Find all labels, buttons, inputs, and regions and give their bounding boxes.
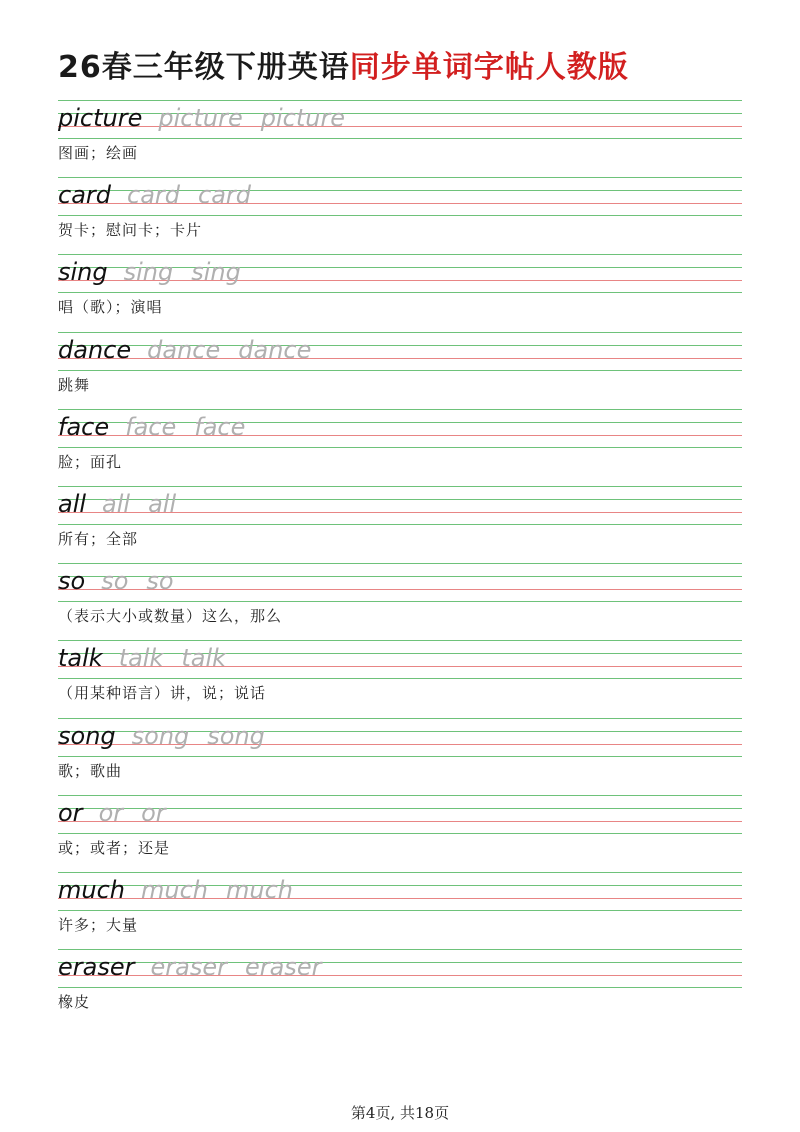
vocab-word: so bbox=[58, 567, 86, 596]
trace-word: card bbox=[127, 181, 181, 210]
title-red-part: 同步单词字帖人教版 bbox=[349, 50, 629, 85]
trace-word: all bbox=[102, 490, 131, 518]
vocab-meaning: 所有；全部 bbox=[58, 530, 139, 548]
guide-line-green bbox=[58, 601, 742, 602]
vocab-entry bbox=[0, 252, 800, 328]
trace-word: talk bbox=[181, 644, 227, 673]
title-black-part: 26春三年级下册英语 bbox=[58, 50, 350, 85]
vocab-entry bbox=[0, 793, 800, 869]
guide-line-green bbox=[58, 370, 742, 371]
page-footer: 第4页, 共18页 bbox=[350, 1104, 450, 1122]
trace-word: picture bbox=[158, 104, 243, 132]
word-row bbox=[58, 101, 363, 135]
vocab-meaning: 或；或者；还是 bbox=[58, 838, 171, 857]
word-row bbox=[58, 410, 263, 444]
vocab-entry bbox=[0, 484, 800, 560]
trace-word: much bbox=[226, 876, 293, 904]
trace-word: dance bbox=[147, 335, 221, 364]
guide-line-green bbox=[58, 987, 742, 988]
vocab-meaning: （表示大小或数量）这么，那么 bbox=[58, 607, 283, 626]
trace-word: face bbox=[194, 412, 246, 441]
guide-line-green bbox=[58, 138, 742, 139]
vocab-entry bbox=[0, 98, 800, 174]
word-row bbox=[58, 333, 329, 367]
vocab-meaning: 唱（歌）；演唱 bbox=[58, 298, 163, 317]
word-row bbox=[58, 564, 192, 598]
guide-line-green bbox=[58, 215, 742, 216]
word-row bbox=[58, 873, 311, 907]
guide-line-green bbox=[58, 524, 742, 525]
vocab-entry bbox=[0, 407, 800, 483]
trace-word: sing bbox=[191, 258, 241, 287]
vocab-entry bbox=[0, 561, 800, 637]
vocab-word: dance bbox=[58, 335, 132, 364]
vocab-meaning: 跳舞 bbox=[58, 375, 91, 394]
trace-word: or bbox=[98, 798, 124, 827]
vocab-entry bbox=[0, 947, 800, 1023]
guide-line-green bbox=[58, 678, 742, 679]
vocab-meaning: 脸；面孔 bbox=[58, 452, 123, 471]
vocab-entry bbox=[0, 870, 800, 946]
word-row bbox=[58, 178, 269, 212]
trace-word: picture bbox=[260, 104, 346, 132]
trace-word: sing bbox=[123, 258, 174, 287]
vocab-word: talk bbox=[58, 644, 103, 673]
trace-word: card bbox=[198, 181, 252, 210]
trace-word: so bbox=[146, 567, 174, 596]
vocab-word: sing bbox=[58, 258, 108, 287]
trace-word: talk bbox=[118, 644, 164, 673]
trace-word: much bbox=[141, 876, 208, 904]
trace-word: face bbox=[125, 412, 177, 441]
trace-word: song bbox=[207, 721, 265, 750]
guide-line-green bbox=[58, 292, 742, 293]
vocab-entry bbox=[0, 175, 800, 251]
vocab-word: picture bbox=[58, 104, 143, 132]
guide-line-green bbox=[58, 756, 742, 757]
vocab-word: eraser bbox=[58, 953, 135, 982]
trace-word: so bbox=[101, 567, 129, 596]
word-row bbox=[58, 950, 339, 984]
vocab-word: card bbox=[58, 181, 112, 210]
guide-line-green bbox=[58, 833, 742, 834]
vocab-entry bbox=[0, 716, 800, 792]
trace-word: or bbox=[141, 798, 166, 827]
vocab-meaning: 贺卡；慰问卡；卡片 bbox=[58, 221, 203, 240]
word-row bbox=[58, 255, 259, 289]
trace-word: eraser bbox=[150, 953, 227, 982]
vocab-word: much bbox=[58, 876, 125, 904]
vocab-meaning: （用某种语言）讲，说；说话 bbox=[58, 684, 267, 703]
trace-word: dance bbox=[238, 335, 312, 364]
vocab-word: song bbox=[58, 721, 116, 750]
trace-word: song bbox=[131, 721, 190, 750]
trace-word: eraser bbox=[244, 953, 322, 982]
word-row bbox=[58, 796, 184, 830]
vocab-entry bbox=[0, 638, 800, 714]
vocab-word: face bbox=[58, 412, 110, 441]
vocab-meaning: 图画；绘画 bbox=[58, 144, 139, 162]
word-row bbox=[58, 641, 244, 675]
trace-word: all bbox=[148, 490, 177, 518]
vocab-word: or bbox=[58, 798, 83, 827]
guide-line-green bbox=[58, 910, 742, 911]
guide-line-green bbox=[58, 447, 742, 448]
vocab-entry bbox=[0, 330, 800, 406]
vocab-word: all bbox=[58, 490, 87, 518]
word-row bbox=[58, 719, 283, 753]
vocab-meaning: 歌；歌曲 bbox=[58, 761, 123, 780]
vocab-meaning: 橡皮 bbox=[58, 993, 91, 1012]
word-row bbox=[58, 487, 194, 521]
vocab-meaning: 许多；大量 bbox=[58, 916, 139, 934]
